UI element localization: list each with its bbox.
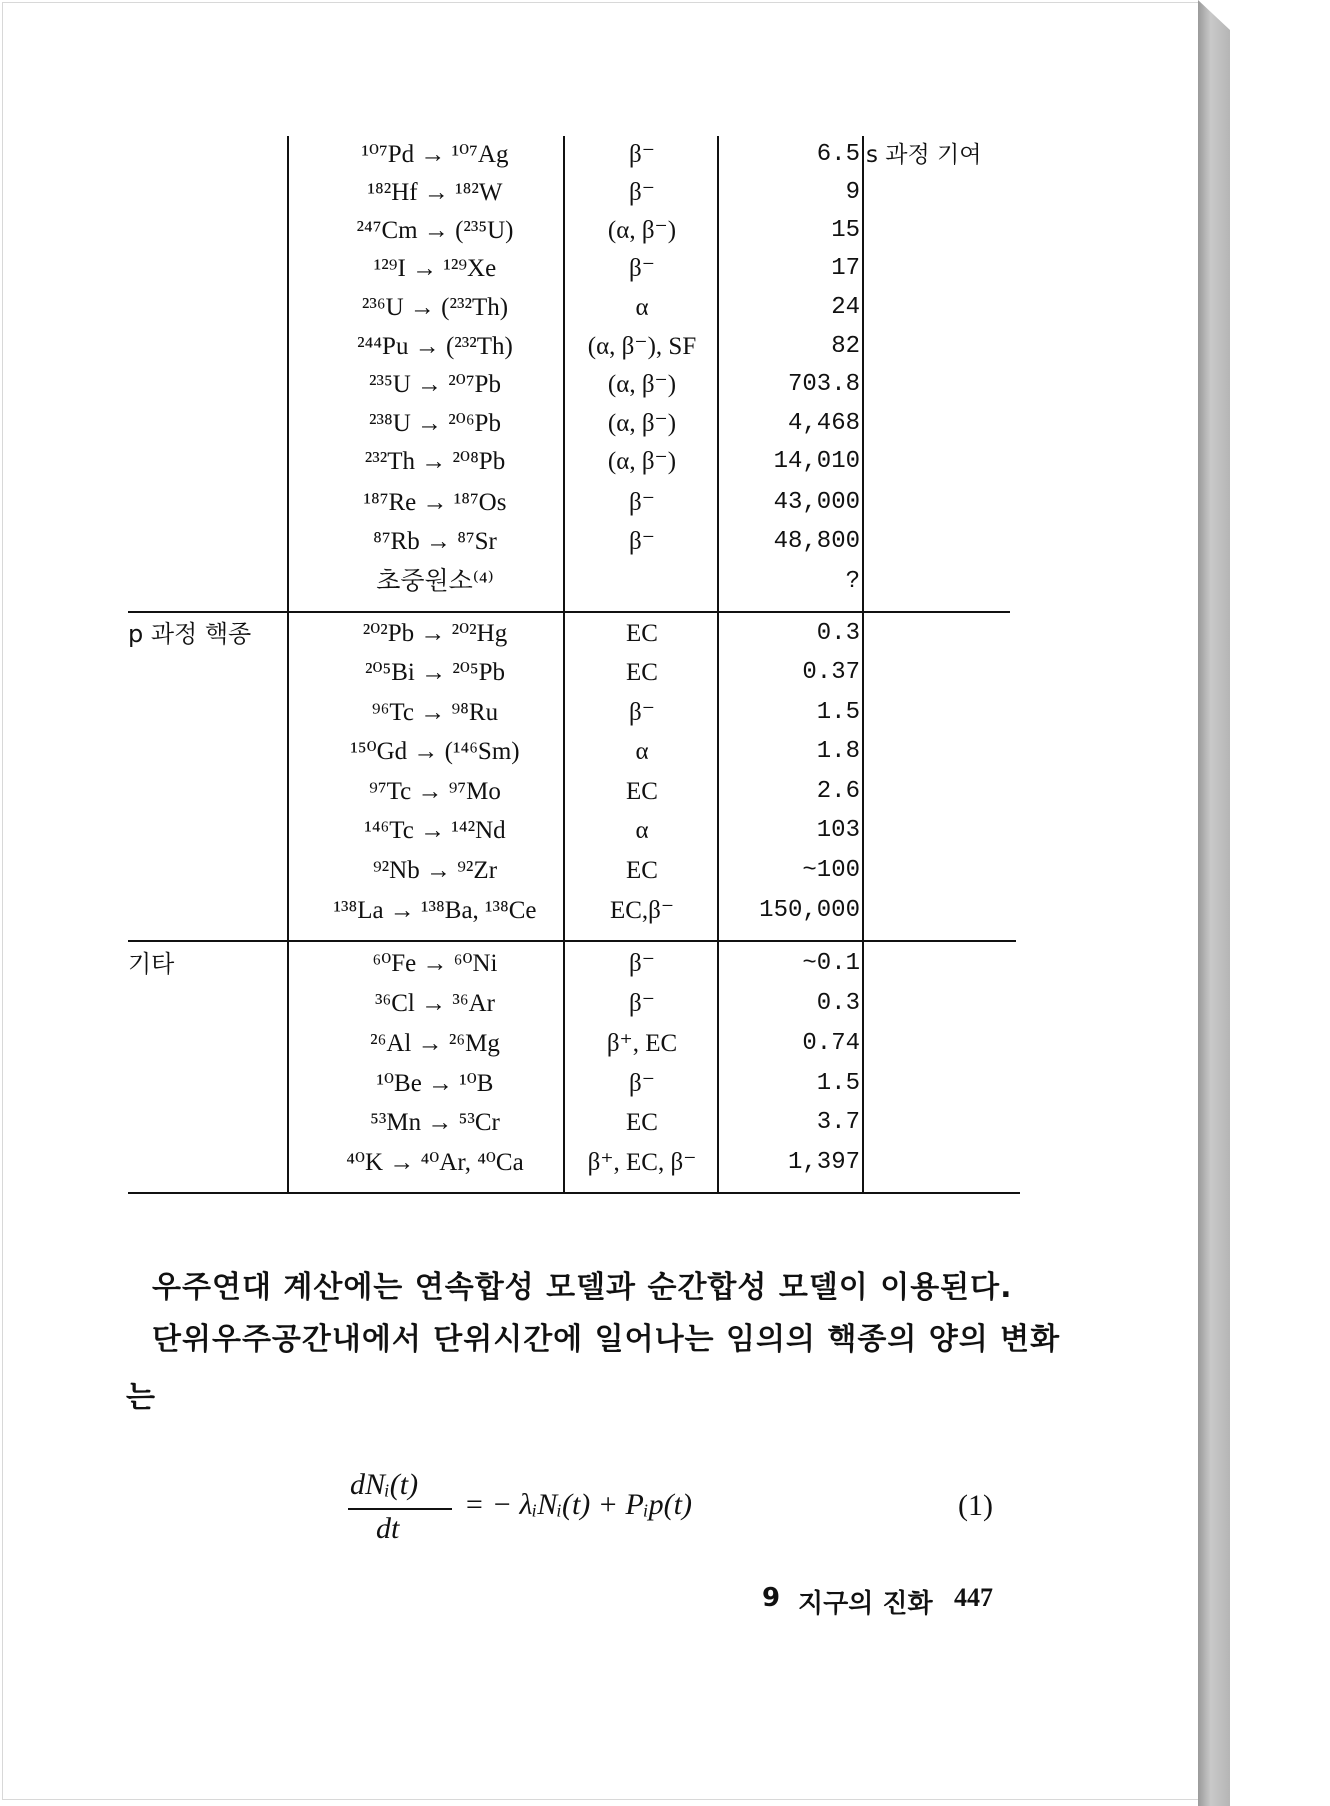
half-life-cell: 1,397 — [787, 1149, 860, 1176]
decay-mode-cell: β⁻ — [629, 950, 655, 977]
table-row — [0, 694, 1100, 732]
footer-page-number: 447 — [954, 1583, 993, 1612]
table-rule-h3 — [128, 1192, 1020, 1194]
decay-mode-cell: β⁻ — [629, 179, 655, 206]
table-row — [0, 773, 1100, 811]
table-row — [0, 212, 1100, 250]
decay-mode-cell: EC — [626, 857, 658, 884]
half-life-cell: 103 — [816, 817, 860, 844]
decay-mode-cell: β⁻ — [629, 699, 655, 726]
nuclide-cell: ³⁶Cl → ³⁶Ar — [375, 990, 495, 1017]
decay-mode-cell: EC — [626, 778, 658, 805]
table-row — [0, 1144, 1100, 1182]
half-life-cell: 1.5 — [816, 699, 860, 726]
half-life-cell: ? — [845, 568, 860, 595]
decay-mode-cell: β⁺, EC, β⁻ — [587, 1149, 697, 1176]
nuclide-cell: ¹³⁸La → ¹³⁸Ba, ¹³⁸Ce — [333, 897, 537, 924]
table-row — [0, 443, 1100, 481]
paragraph-2-end: 는 — [126, 1380, 156, 1415]
half-life-cell: 2.6 — [816, 778, 860, 805]
nuclide-cell: ²⁴⁷Cm → (²³⁵U) — [356, 217, 514, 244]
nuclide-cell: ¹⁸²Hf → ¹⁸²W — [367, 179, 503, 206]
half-life-cell: 6.5 — [816, 141, 860, 168]
table-row — [0, 289, 1100, 327]
table-row — [0, 250, 1100, 288]
decay-mode-cell: β⁻ — [629, 255, 655, 282]
half-life-cell: 15 — [831, 217, 860, 244]
table-row — [0, 733, 1100, 771]
decay-mode-cell: EC — [626, 620, 658, 647]
nuclide-cell: ⁹²Nb → ⁹²Zr — [372, 857, 498, 884]
nuclide-cell: ²⁴⁴Pu → (²³²Th) — [357, 333, 513, 360]
decay-mode-cell: β⁺, EC — [606, 1030, 678, 1057]
decay-mode-cell: β⁻ — [629, 141, 655, 168]
nuclide-cell: ⁴⁰K → ⁴⁰Ar, ⁴⁰Ca — [346, 1149, 524, 1176]
decay-mode-cell: (α, β⁻), SF — [587, 333, 697, 360]
nuclide-cell: ¹²⁹I → ¹²⁹Xe — [373, 255, 497, 282]
half-life-cell: 4,468 — [787, 410, 860, 437]
nuclide-cell: ²³⁸U → ²⁰⁶Pb — [369, 410, 501, 437]
table-row — [0, 1065, 1100, 1103]
equation-rhs: = − λᵢNᵢ(t) + Pᵢp(t) — [464, 1488, 692, 1521]
table-row — [0, 136, 1100, 174]
table-rule-h1 — [128, 611, 1010, 613]
equation-denominator: dt — [376, 1512, 400, 1545]
decay-mode-cell: β⁻ — [629, 489, 655, 516]
nuclide-cell: ¹⁸⁷Re → ¹⁸⁷Os — [363, 489, 507, 516]
half-life-cell: 17 — [831, 255, 860, 282]
nuclide-cell: ⁹⁶Tc → ⁹⁸Ru — [371, 699, 499, 726]
table-row — [0, 852, 1100, 890]
table-row — [0, 366, 1100, 404]
half-life-cell: ~0.1 — [802, 950, 860, 977]
decay-mode-cell: (α, β⁻) — [607, 371, 677, 398]
fraction-bar — [348, 1508, 452, 1510]
half-life-cell: 0.3 — [816, 990, 860, 1017]
table-rule-h2 — [128, 940, 1016, 942]
paragraph-1: 우주연대 계산에는 연속합성 모델과 순간합성 모델이 이용된다. — [152, 1270, 1013, 1305]
nuclide-cell: ²³⁶U → (²³²Th) — [361, 294, 509, 321]
half-life-cell: 3.7 — [816, 1109, 860, 1136]
nuclide-cell: ²³²Th → ²⁰⁸Pb — [364, 448, 506, 475]
table-row — [0, 1025, 1100, 1063]
paragraph-2: 단위우주공간내에서 단위시간에 일어나는 임의의 핵종의 양의 변화 — [152, 1322, 1061, 1357]
half-life-cell: 9 — [845, 179, 860, 206]
nuclide-cell: ¹⁴⁶Tc → ¹⁴²Nd — [364, 817, 506, 844]
table-row — [0, 945, 1100, 983]
table-row — [0, 1104, 1100, 1142]
nuclide-cell: ¹⁵⁰Gd → (¹⁴⁶Sm) — [350, 738, 520, 765]
half-life-cell: 1.5 — [816, 1070, 860, 1097]
half-life-cell: 0.74 — [802, 1030, 860, 1057]
nuclide-cell: ¹⁰⁷Pd → ¹⁰⁷Ag — [361, 141, 509, 168]
group-label: p 과정 핵종 — [128, 620, 252, 648]
half-life-cell: 1.8 — [816, 738, 860, 765]
nuclide-cell: ⁶⁰Fe → ⁶⁰Ni — [372, 950, 498, 977]
table-row — [0, 615, 1100, 653]
decay-mode-cell: β⁻ — [629, 990, 655, 1017]
decay-mode-cell: EC — [626, 1109, 658, 1136]
table-row — [0, 985, 1100, 1023]
table-row — [0, 563, 1100, 601]
equation-numerator: dNᵢ(t) — [350, 1468, 419, 1501]
nuclide-cell: ²⁶Al → ²⁶Mg — [370, 1030, 500, 1057]
half-life-cell: 0.3 — [816, 620, 860, 647]
decay-mode-cell: EC,β⁻ — [609, 897, 675, 924]
group-label: 기타 — [128, 950, 175, 978]
nuclide-cell: ¹⁰Be → ¹⁰B — [376, 1070, 494, 1097]
decay-mode-cell: α — [635, 817, 649, 844]
decay-mode-cell: EC — [626, 659, 658, 686]
table-row — [0, 484, 1100, 522]
table-row — [0, 892, 1100, 930]
decay-mode-cell: (α, β⁻) — [607, 448, 677, 475]
footer-chapter-title: 지구의 진화 — [798, 1589, 933, 1619]
decay-mode-cell: (α, β⁻) — [607, 410, 677, 437]
half-life-cell: 24 — [831, 294, 860, 321]
book-spine — [1198, 0, 1230, 1806]
half-life-cell: 82 — [831, 333, 860, 360]
page-margin — [1230, 0, 1330, 1806]
half-life-cell: 0.37 — [802, 659, 860, 686]
nuclide-cell: ⁹⁷Tc → ⁹⁷Mo — [369, 778, 501, 805]
table-row — [0, 328, 1100, 366]
table-row — [0, 174, 1100, 212]
nuclide-cell: ²³⁵U → ²⁰⁷Pb — [369, 371, 501, 398]
nuclide-cell: ²⁰²Pb → ²⁰²Hg — [362, 620, 508, 647]
decay-mode-cell: (α, β⁻) — [607, 217, 677, 244]
decay-mode-cell: β⁻ — [629, 528, 655, 555]
decay-mode-cell: β⁻ — [629, 1070, 655, 1097]
table-row — [0, 654, 1100, 692]
nuclide-cell: ⁵³Mn → ⁵³Cr — [370, 1109, 500, 1136]
nuclide-cell: ⁸⁷Rb → ⁸⁷Sr — [373, 528, 497, 555]
note-cell: s 과정 기여 — [866, 142, 982, 168]
nuclide-cell: 초중원소⁽⁴⁾ — [376, 568, 494, 595]
decay-mode-cell: α — [635, 294, 649, 321]
nuclide-cell: ²⁰⁵Bi → ²⁰⁵Pb — [365, 659, 505, 686]
equation-number: (1) — [958, 1489, 993, 1522]
half-life-cell: 48,800 — [773, 528, 860, 555]
half-life-cell: ~100 — [802, 857, 860, 884]
table-row — [0, 405, 1100, 443]
table-row — [0, 812, 1100, 850]
half-life-cell: 150,000 — [759, 897, 860, 924]
table-row — [0, 523, 1100, 561]
footer-chapter-number: 9 — [762, 1583, 781, 1613]
decay-mode-cell: α — [635, 738, 649, 765]
half-life-cell: 43,000 — [773, 489, 860, 516]
half-life-cell: 14,010 — [773, 448, 860, 475]
half-life-cell: 703.8 — [787, 371, 860, 398]
